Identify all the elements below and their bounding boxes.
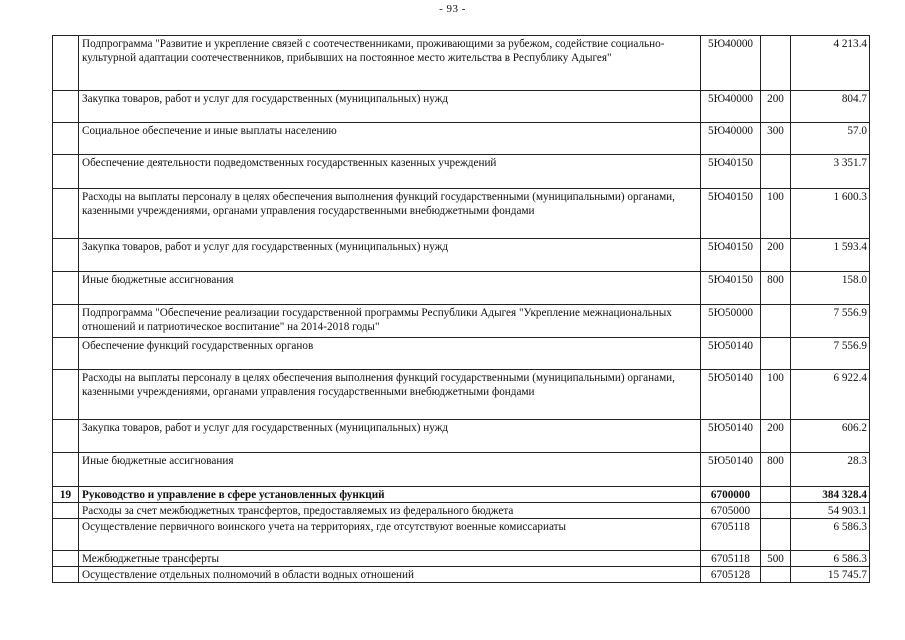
table-row [53,272,870,305]
table-row [53,338,870,370]
row-code-cell: 5Ю40000 [701,91,761,123]
row-amount-cell: 6 586.3 [791,551,870,567]
row-type-cell [761,338,791,370]
row-name-cell: Расходы на выплаты персоналу в целях обеспечения выполнения функций государственными (муниципальными) органами, казенными учреждениями, органами управления государственными внебюджетными фондами [79,189,701,239]
row-type-cell [761,519,791,551]
table-row [53,91,870,123]
row-name-cell: Межбюджетные трансферты [79,551,701,567]
row-number-cell [53,420,79,453]
row-amount-cell: 1 600.3 [791,189,870,239]
row-name-cell: Подпрограмма "Развитие и укрепление связей с соотечественниками, проживающими за рубежом, содействие социально-культурной адаптации соотечественников, прибывших на постоянное место жительства в Республику Адыгея" [79,36,701,91]
row-code-cell: 5Ю40150 [701,239,761,272]
row-code-cell: 5Ю40150 [701,189,761,239]
row-amount-cell: 6 922.4 [791,370,870,420]
row-type-cell [761,305,791,338]
row-name-cell: Обеспечение деятельности подведомственных государственных казенных учреждений [79,155,701,189]
row-number-cell: 19 [53,487,79,503]
row-type-cell [761,503,791,519]
row-name-cell: Расходы за счет межбюджетных трансфертов, предоставляемых из федерального бюджета [79,503,701,519]
table-row [53,189,870,239]
table-row [53,453,870,487]
budget-table-body [53,36,870,583]
row-number-cell [53,338,79,370]
row-code-cell: 5Ю50140 [701,420,761,453]
row-name-cell: Расходы на выплаты персоналу в целях обеспечения выполнения функций государственными (муниципальными) органами, казенными учреждениями, органами управления государственными внебюджетными фондами [79,370,701,420]
table-row [53,420,870,453]
row-number-cell [53,305,79,338]
row-number-cell [53,239,79,272]
row-number-cell [53,272,79,305]
row-name-cell: Подпрограмма "Обеспечение реализации государственной программы Республики Адыгея "Укрепление межнациональных отношений и патриотическое воспитание" на 2014-2018 годы" [79,305,701,338]
row-type-cell: 200 [761,420,791,453]
table-row [53,123,870,155]
row-name-cell: Социальное обеспечение и иные выплаты населению [79,123,701,155]
row-name-cell: Иные бюджетные ассигнования [79,453,701,487]
row-number-cell [53,453,79,487]
row-type-cell [761,155,791,189]
row-number-cell [53,519,79,551]
row-number-cell [53,503,79,519]
row-name-cell: Иные бюджетные ассигнования [79,272,701,305]
row-code-cell: 6705000 [701,503,761,519]
row-number-cell [53,551,79,567]
row-number-cell [53,567,79,583]
row-type-cell: 100 [761,189,791,239]
row-type-cell: 800 [761,272,791,305]
row-code-cell: 5Ю50140 [701,338,761,370]
row-number-cell [53,155,79,189]
table-row [53,155,870,189]
row-code-cell: 6705128 [701,567,761,583]
row-amount-cell: 57.0 [791,123,870,155]
row-amount-cell: 1 593.4 [791,239,870,272]
row-code-cell: 6700000 [701,487,761,503]
table-row [53,487,870,503]
row-name-cell: Закупка товаров, работ и услуг для государственных (муниципальных) нужд [79,91,701,123]
table-row [53,567,870,583]
row-code-cell: 5Ю40000 [701,123,761,155]
row-amount-cell: 28.3 [791,453,870,487]
row-number-cell [53,123,79,155]
row-type-cell: 300 [761,123,791,155]
row-code-cell: 6705118 [701,519,761,551]
row-number-cell [53,36,79,91]
table-row [53,305,870,338]
row-amount-cell: 384 328.4 [791,487,870,503]
row-number-cell [53,370,79,420]
row-type-cell: 200 [761,239,791,272]
row-number-cell [53,91,79,123]
row-name-cell: Руководство и управление в сфере установленных функций [79,487,701,503]
row-code-cell: 5Ю50140 [701,370,761,420]
table-row [53,36,870,91]
row-amount-cell: 606.2 [791,420,870,453]
row-name-cell: Закупка товаров, работ и услуг для государственных (муниципальных) нужд [79,239,701,272]
table-row [53,519,870,551]
row-name-cell: Обеспечение функций государственных органов [79,338,701,370]
row-type-cell: 500 [761,551,791,567]
row-code-cell: 5Ю40150 [701,155,761,189]
row-number-cell [53,189,79,239]
row-code-cell: 6705118 [701,551,761,567]
row-code-cell: 5Ю50140 [701,453,761,487]
row-name-cell: Осуществление первичного воинского учета на территориях, где отсутствуют военные комиссариаты [79,519,701,551]
row-amount-cell: 7 556.9 [791,305,870,338]
row-amount-cell: 54 903.1 [791,503,870,519]
row-amount-cell: 804.7 [791,91,870,123]
row-amount-cell: 4 213.4 [791,36,870,91]
row-amount-cell: 15 745.7 [791,567,870,583]
table-row [53,370,870,420]
row-type-cell [761,487,791,503]
row-type-cell [761,567,791,583]
row-type-cell: 100 [761,370,791,420]
page-number: - 93 - [439,3,466,15]
table-row [53,239,870,272]
row-amount-cell: 158.0 [791,272,870,305]
table-row [53,551,870,567]
row-type-cell: 800 [761,453,791,487]
row-code-cell: 5Ю50000 [701,305,761,338]
row-name-cell: Осуществление отдельных полномочий в области водных отношений [79,567,701,583]
row-code-cell: 5Ю40000 [701,36,761,91]
row-amount-cell: 7 556.9 [791,338,870,370]
budget-table [52,35,870,583]
row-type-cell [761,36,791,91]
row-name-cell: Закупка товаров, работ и услуг для государственных (муниципальных) нужд [79,420,701,453]
table-row [53,503,870,519]
row-type-cell: 200 [761,91,791,123]
row-amount-cell: 3 351.7 [791,155,870,189]
row-amount-cell: 6 586.3 [791,519,870,551]
row-code-cell: 5Ю40150 [701,272,761,305]
